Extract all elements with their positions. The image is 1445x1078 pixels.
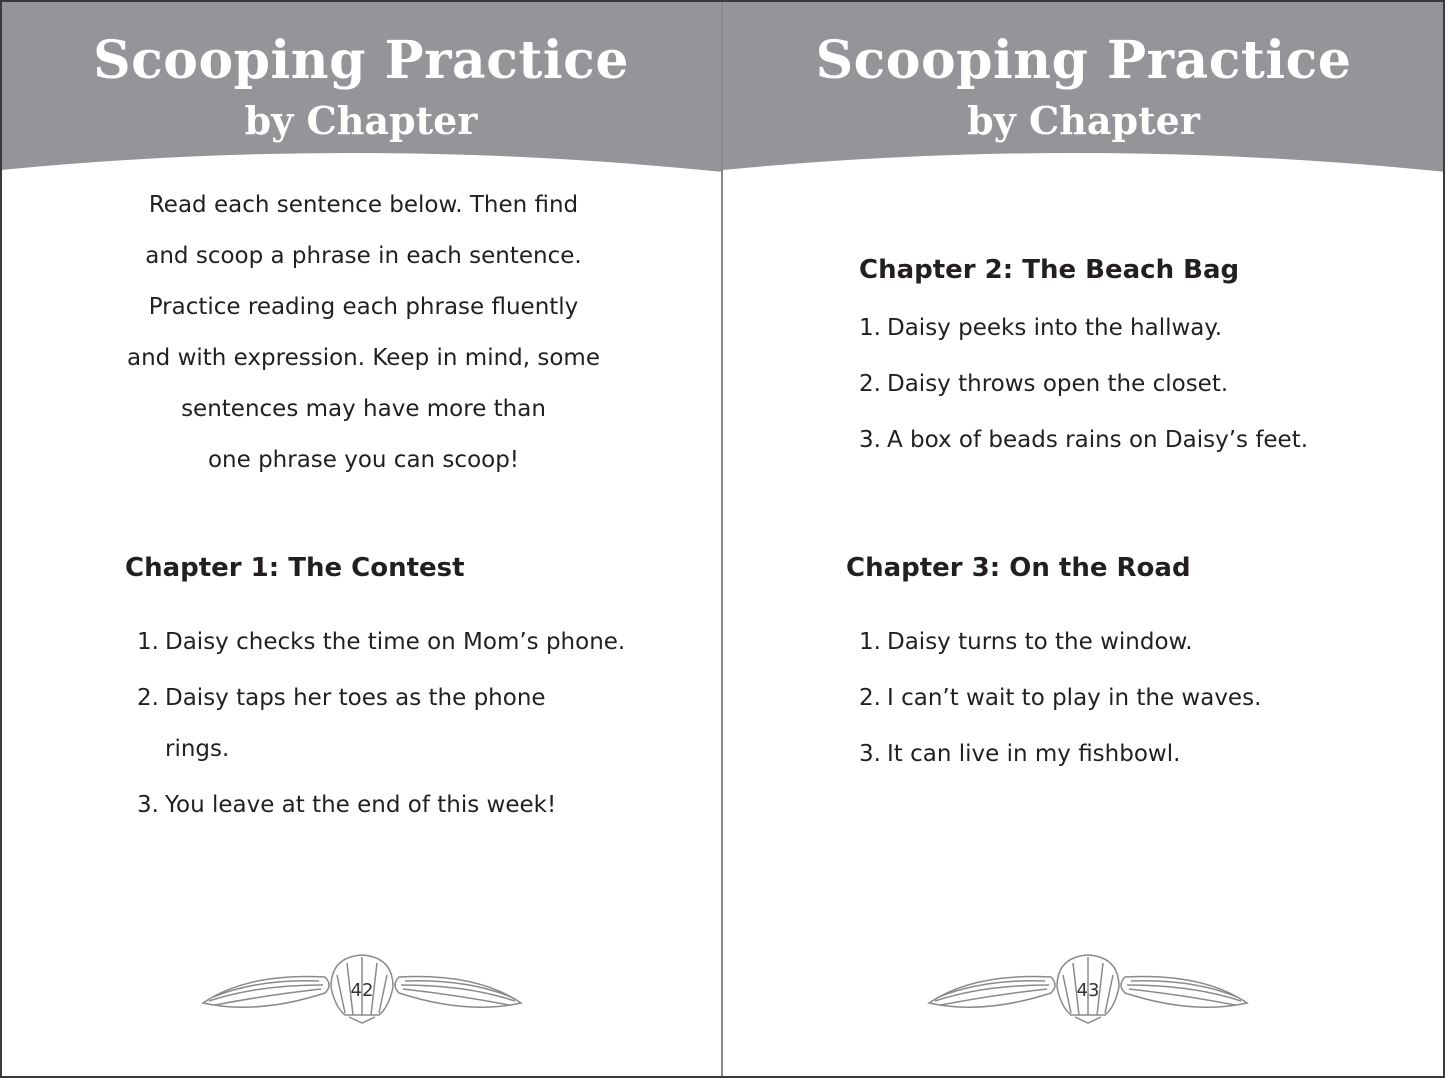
sentence-number: 3. <box>859 741 881 767</box>
page-title: Scooping Practice <box>815 30 1352 91</box>
header-band-shape <box>1 0 722 190</box>
sentence-item <box>845 617 1425 668</box>
instructions <box>91 180 636 486</box>
sentence-text: Daisy turns to the window. <box>887 629 1193 655</box>
header-band <box>723 0 1444 190</box>
sentence-item <box>123 780 653 831</box>
sentence-item <box>845 359 1425 410</box>
sentence-text: Daisy checks the time on Mom’s phone. <box>165 629 626 655</box>
page-right <box>722 0 1445 1078</box>
page-left <box>0 0 722 1078</box>
sentence-item <box>123 617 653 668</box>
sentence-number: 2. <box>137 685 159 711</box>
header-band <box>1 0 721 190</box>
chapter-heading: Chapter 3: On the Road <box>846 553 1191 583</box>
sentence-text: Daisy peeks into the hallway. <box>887 315 1223 341</box>
sentence-number: 1. <box>137 629 159 655</box>
sentence-text: Daisy throws open the closet. <box>887 371 1229 397</box>
instruction-line: and scoop a phrase in each sentence. <box>145 243 582 269</box>
sentence-item <box>845 303 1425 354</box>
sentence-text: I can’t wait to play in the waves. <box>887 685 1262 711</box>
instruction-line: and with expression. Keep in mind, some <box>126 345 600 371</box>
sentence-number: 3. <box>859 427 881 453</box>
page-subtitle: by Chapter <box>244 98 478 143</box>
sentence-item <box>123 673 605 775</box>
sentence-item <box>845 729 1425 780</box>
page-gutter <box>721 0 723 1078</box>
sentence-number: 1. <box>859 629 881 655</box>
sentence-text: You leave at the end of this week! <box>165 792 557 818</box>
sentence-text: A box of beads rains on Daisy’s feet. <box>887 427 1309 453</box>
instruction-line: sentences may have more than <box>181 396 546 422</box>
chapter-heading: Chapter 1: The Contest <box>125 553 465 583</box>
sentence-number: 2. <box>859 371 881 397</box>
instruction-line: one phrase you can scoop! <box>207 447 520 473</box>
page-number: 42 <box>350 980 374 1001</box>
sentence-number: 1. <box>859 315 881 341</box>
instruction-line: Read each sentence below. Then find <box>148 192 579 218</box>
sentence-text: It can live in my fishbowl. <box>887 741 1181 767</box>
instruction-line: Practice reading each phrase fluently <box>148 294 579 320</box>
page-title: Scooping Practice <box>93 30 629 91</box>
sentence-list <box>845 617 1425 785</box>
page-subtitle: by Chapter <box>967 98 1200 143</box>
sentence-number: 2. <box>859 685 881 711</box>
chapter-heading: Chapter 2: The Beach Bag <box>859 255 1240 285</box>
footer-ornament <box>923 945 1253 1035</box>
page-number: 43 <box>1076 980 1100 1001</box>
sentence-number: 3. <box>137 792 159 818</box>
sentence-item <box>845 415 1425 466</box>
header-band-shape <box>723 0 1445 190</box>
sentence-item <box>845 673 1425 724</box>
sentence-list <box>123 617 653 836</box>
footer-ornament <box>197 945 527 1035</box>
sentence-text: Daisy taps her toes as the phone rings. <box>165 685 546 762</box>
sentence-list <box>845 303 1425 471</box>
